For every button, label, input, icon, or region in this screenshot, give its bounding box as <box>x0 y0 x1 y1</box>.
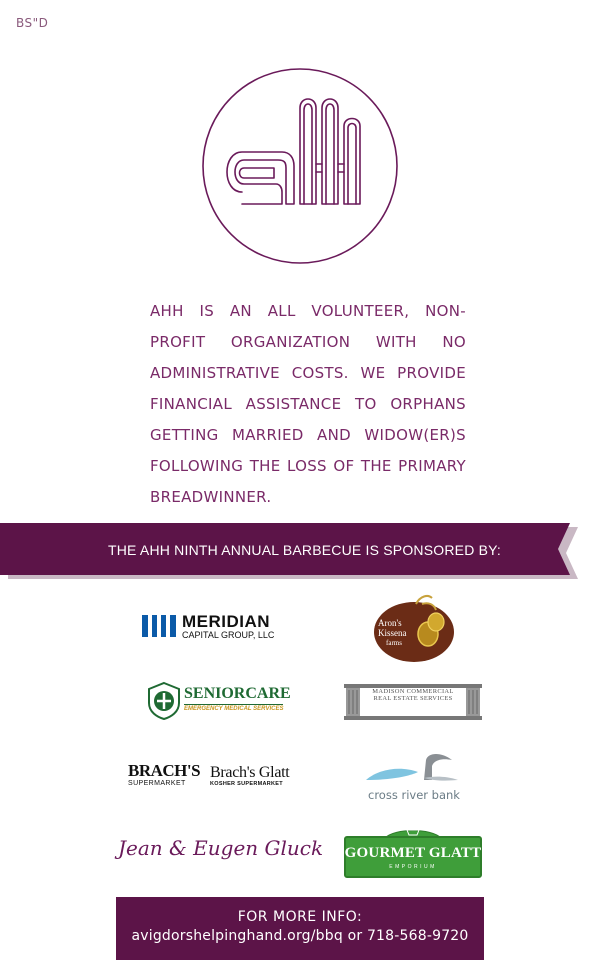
sponsor-gluck-signature: Jean & Eugen Gluck <box>118 836 324 860</box>
meridian-mark-icon <box>142 615 176 637</box>
sponsor-crossriver-logo <box>362 750 462 802</box>
meridian-name: MERIDIAN <box>182 612 271 631</box>
sponsor-gourmet-glatt-logo <box>344 826 482 878</box>
brachs-name: BRACH'S <box>128 761 201 780</box>
crossriver-wave-icon <box>362 750 462 790</box>
info-footer <box>116 897 484 960</box>
sponsor-brachs-logo <box>128 761 201 790</box>
brachs-sub: SUPERMARKET <box>128 780 186 787</box>
bsd-header: BS"D <box>16 16 49 30</box>
seniorcare-badge-icon <box>146 681 182 721</box>
brachs-glatt-name: Brach's Glatt <box>210 764 290 781</box>
madison-line1: MADISON COMMERCIAL <box>372 688 454 695</box>
crossriver-name: cross river bank <box>368 788 460 802</box>
sponsor-seniorcare-logo <box>146 681 291 721</box>
banner-title: THE AHH NINTH ANNUAL BARBECUE IS SPONSORED BY: <box>108 542 501 558</box>
madison-line2: REAL ESTATE SERVICES <box>373 695 453 702</box>
aron-line2: Kissena <box>378 628 407 638</box>
footer-info-label: FOR MORE INFO: <box>237 909 363 925</box>
seniorcare-name: SENIORCARE <box>184 685 291 702</box>
aron-line1: Aron's <box>378 618 402 628</box>
brachs-glatt-sub: KOSHER SUPERMARKET <box>210 781 283 787</box>
mission-statement: AHH IS AN ALL VOLUNTEER, NON-PROFIT ORGANIZATION WITH NO ADMINISTRATIVE COSTS. WE PROVIDE FINANCIAL ASSISTANCE TO ORPHANS GETTING MARRIED AND WIDOW(ER)S FOLLOWING THE LOSS OF THE PRIMARY BREADWINNER. <box>150 302 466 506</box>
sponsor-meridian-logo <box>142 612 282 642</box>
seniorcare-sub: EMERGENCY MEDICAL SERVICES <box>184 706 284 712</box>
gourmet-name: GOURMET GLATT <box>344 845 482 861</box>
gourmet-sub: EMPORIUM <box>389 864 437 870</box>
aron-line3: farms <box>386 639 402 647</box>
meridian-sub: CAPITAL GROUP, LLC <box>182 630 275 640</box>
footer-contact-link[interactable]: avigdorshelpinghand.org/bbq or 718-568-9720 <box>131 928 469 944</box>
sponsor-brachs-glatt-logo <box>210 764 298 790</box>
ahh-logo-icon <box>200 66 400 266</box>
sponsor-aron-logo <box>372 594 456 664</box>
sponsor-madison-logo <box>344 684 482 720</box>
sponsor-banner <box>0 523 580 579</box>
